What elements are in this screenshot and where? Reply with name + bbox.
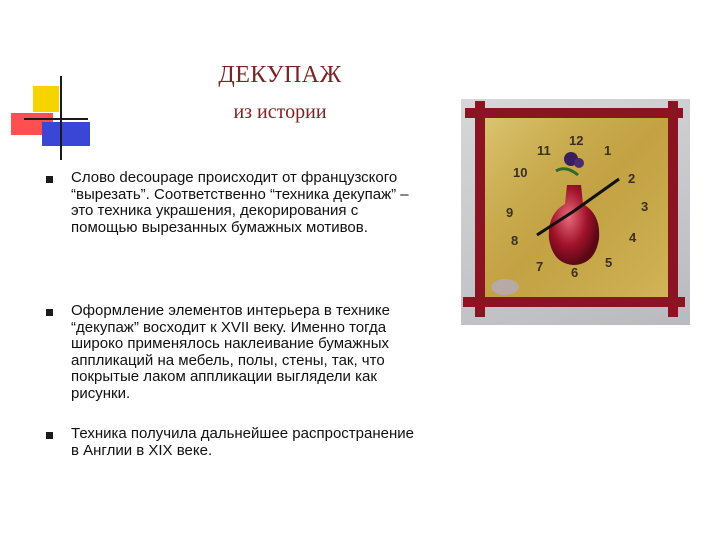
clock-number: 6 bbox=[571, 265, 579, 280]
clock-illustration bbox=[461, 99, 690, 325]
frame-top bbox=[465, 108, 683, 118]
bullet-square-icon bbox=[46, 176, 53, 183]
clock-number: 11 bbox=[537, 143, 551, 158]
frame-right bbox=[668, 101, 678, 317]
flower-petal bbox=[574, 158, 584, 168]
clock-number: 7 bbox=[536, 259, 544, 274]
stone-ornament bbox=[491, 279, 519, 295]
clock-number: 4 bbox=[629, 230, 637, 245]
bullet-text: Слово decoupage происходит от французского “вырезать”. Соответственно “техника декупаж” – это техника украшения, декорирования с помощью вырезанных бумажных мотивов. bbox=[71, 169, 409, 236]
bullet-text: Техника получила дальнейшее распространение в Англии в XIX веке. bbox=[71, 425, 414, 459]
decor-blue-rectangle bbox=[42, 122, 90, 146]
decor-yellow-square bbox=[33, 86, 59, 112]
clock-number: 12 bbox=[569, 133, 584, 148]
clock-number: 9 bbox=[506, 205, 514, 220]
bullet-square-icon bbox=[46, 432, 53, 439]
slide-title: ДЕКУПАЖ bbox=[218, 62, 342, 88]
clock-number: 2 bbox=[628, 171, 636, 186]
clock-number: 10 bbox=[513, 165, 528, 180]
frame-left bbox=[475, 101, 485, 317]
clock-number: 3 bbox=[641, 199, 649, 214]
decor-horizontal-line bbox=[24, 118, 88, 120]
bullet-square-icon bbox=[46, 309, 53, 316]
clock-photo bbox=[461, 99, 690, 325]
bullet-text: Оформление элементов интерьера в технике “декупаж” восходит к XVII веку. Именно тогда широко применялось наклеивание бумажных аппликаций на мебель, полы, стены, так, что покрытые лаком аппликации выглядели как рисунки. bbox=[71, 302, 390, 402]
clock-number: 1 bbox=[604, 143, 612, 158]
frame-bottom bbox=[463, 297, 685, 307]
slide-subtitle: из истории bbox=[233, 101, 327, 123]
clock-number: 8 bbox=[511, 233, 519, 248]
clock-number: 5 bbox=[605, 255, 613, 270]
